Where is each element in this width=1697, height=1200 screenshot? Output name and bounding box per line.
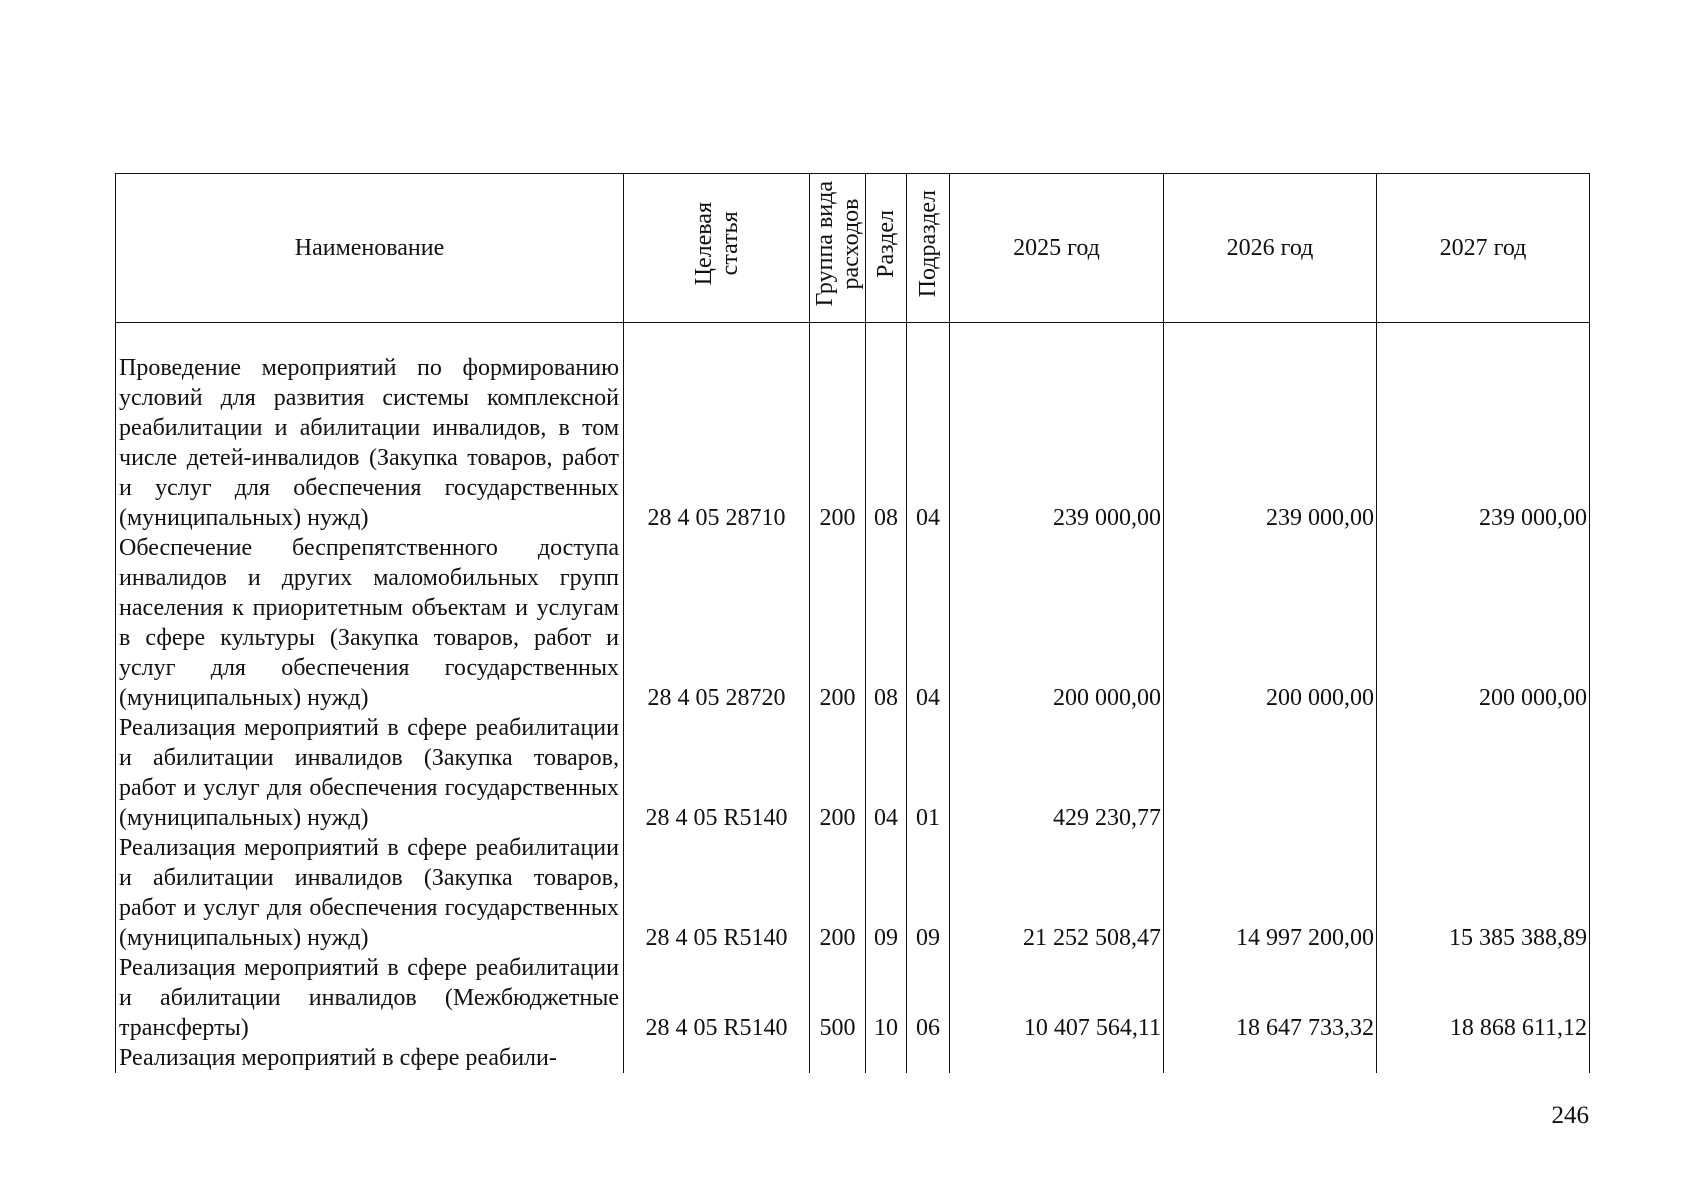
header-name: Наименование: [116, 174, 624, 323]
row-name: Проведение мероприятий по формированию условий для развития системы комплексной реабилитации и абилитации инвалидов, в том числе детей-инвалидов (Закупка товаров, работ и услуг для обеспечения государственных (муниципальных) нужд): [116, 323, 624, 533]
row-group: 500: [810, 953, 866, 1043]
row-2025: 200 000,00: [950, 533, 1164, 713]
budget-table: [115, 173, 1590, 1073]
row-name: Реализация мероприятий в сфере реабилитации и абилитации инвалидов (Закупка товаров, работ и услуг для обеспечения государственных (муниципальных) нужд): [116, 713, 624, 833]
header-expense-group: Группа вида расходов: [810, 174, 866, 323]
row-group: 200: [810, 533, 866, 713]
row-group: 200: [810, 713, 866, 833]
row-2027: 200 000,00: [1377, 533, 1590, 713]
table-row: [116, 323, 1590, 533]
row-2026: 14 997 200,00: [1164, 833, 1377, 953]
header-section: Раздел: [866, 174, 907, 323]
row-subsection: 06: [907, 953, 950, 1043]
header-subsection: Подраздел: [907, 174, 950, 323]
table-header: [116, 174, 1590, 323]
row-name: Обеспечение беспрепятственного доступа инвалидов и других маломобильных групп населения к приоритетным объектам и услугам в сфере культуры (Закупка товаров, работ и услуг для обеспечения государственных (муниципальных) нужд): [116, 533, 624, 713]
table-row: [116, 833, 1590, 953]
row-group: 200: [810, 323, 866, 533]
row-subsection: 04: [907, 323, 950, 533]
row-name: Реализация мероприятий в сфере реабилитации и абилитации инвалидов (Межбюджетные трансферты): [116, 953, 624, 1043]
row-section: 04: [866, 713, 907, 833]
page-number: 246: [1551, 1102, 1589, 1129]
row-2026: 200 000,00: [1164, 533, 1377, 713]
row-section: 10: [866, 953, 907, 1043]
row-2026: 18 647 733,32: [1164, 953, 1377, 1043]
row-article: 28 4 05 R5140: [624, 833, 810, 953]
row-2025: 10 407 564,11: [950, 953, 1164, 1043]
row-name: Реализация мероприятий в сфере реабилитации и абилитации инвалидов (Закупка товаров, работ и услуг для обеспечения государственных (муниципальных) нужд): [116, 833, 624, 953]
row-name: Реализация мероприятий в сфере реабили-: [116, 1043, 624, 1073]
row-2027: 15 385 388,89: [1377, 833, 1590, 953]
row-article: [624, 1043, 810, 1073]
row-2025: 239 000,00: [950, 323, 1164, 533]
header-target-article: Целевая статья: [624, 174, 810, 323]
row-2026: 239 000,00: [1164, 323, 1377, 533]
table-row: [116, 953, 1590, 1043]
header-year-2025: 2025 год: [950, 174, 1164, 323]
row-section: 09: [866, 833, 907, 953]
row-2027: 239 000,00: [1377, 323, 1590, 533]
row-group: 200: [810, 833, 866, 953]
row-2026: [1164, 713, 1377, 833]
header-year-2027: 2027 год: [1377, 174, 1590, 323]
row-subsection: 01: [907, 713, 950, 833]
row-2027: [1377, 1043, 1590, 1073]
row-2027: 18 868 611,12: [1377, 953, 1590, 1043]
row-section: [866, 1043, 907, 1073]
row-2027: [1377, 713, 1590, 833]
row-section: 08: [866, 533, 907, 713]
row-subsection: 09: [907, 833, 950, 953]
row-article: 28 4 05 28710: [624, 323, 810, 533]
row-article: 28 4 05 R5140: [624, 713, 810, 833]
row-2026: [1164, 1043, 1377, 1073]
table-row: [116, 533, 1590, 713]
header-year-2026: 2026 год: [1164, 174, 1377, 323]
row-2025: 429 230,77: [950, 713, 1164, 833]
row-article: 28 4 05 28720: [624, 533, 810, 713]
row-subsection: [907, 1043, 950, 1073]
table-row: [116, 713, 1590, 833]
table-body: [116, 323, 1590, 1073]
row-section: 08: [866, 323, 907, 533]
row-article: 28 4 05 R5140: [624, 953, 810, 1043]
row-subsection: 04: [907, 533, 950, 713]
table-row: [116, 1043, 1590, 1073]
row-2025: 21 252 508,47: [950, 833, 1164, 953]
row-2025: [950, 1043, 1164, 1073]
row-group: [810, 1043, 866, 1073]
